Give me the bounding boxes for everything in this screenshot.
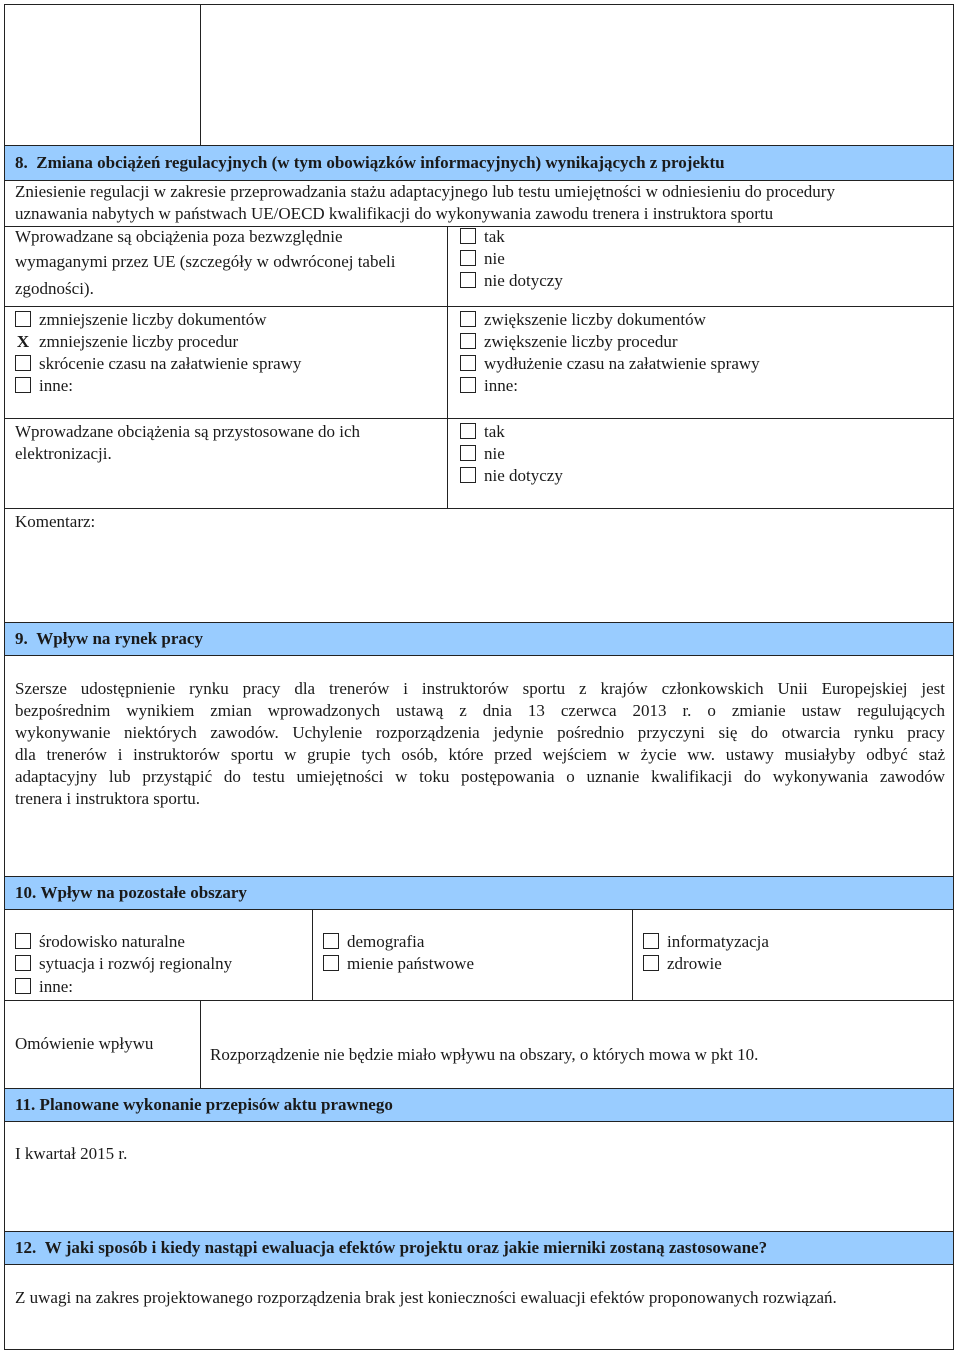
checkbox[interactable] <box>323 955 339 971</box>
elec-question-line-1: Wprowadzane obciążenia są przystosowane do ich <box>15 422 361 441</box>
section-11-text: I kwartał 2015 r. <box>15 1144 128 1163</box>
increase-option-procedures[interactable]: zwiększenie liczby procedur <box>460 331 678 353</box>
checkbox[interactable] <box>15 311 31 327</box>
checkbox[interactable] <box>460 377 476 393</box>
area-option-other[interactable]: inne: <box>15 976 73 998</box>
reduce-option-documents[interactable]: zmniejszenie liczby dokumentów <box>15 309 267 331</box>
area-option-state-property[interactable]: mienie państwowe <box>323 953 474 975</box>
increase-option-time[interactable]: wydłużenie czasu na załatwienie sprawy <box>460 353 760 375</box>
reduce-option-procedures[interactable]: X zmniejszenie liczby procedur <box>16 332 239 351</box>
divider <box>5 418 953 419</box>
checkbox[interactable] <box>460 445 476 461</box>
elec-option-nie-dotyczy[interactable]: nie dotyczy <box>460 465 563 487</box>
section-10-column-divider <box>312 910 313 1000</box>
reduce-option-other[interactable]: inne: <box>15 375 73 397</box>
section-12-text: Z uwagi na zakres projektowanego rozporządzenia brak jest konieczności ewaluacji efektów proponowanych rozwiązań. <box>15 1288 837 1307</box>
section-11-title: 11. Planowane wykonanie przepisów aktu prawnego <box>15 1095 393 1114</box>
area-option-health[interactable]: zdrowie <box>643 953 722 975</box>
checkbox[interactable] <box>15 955 31 971</box>
area-option-environment[interactable]: środowisko naturalne <box>15 931 185 953</box>
elec-option-nie[interactable]: nie <box>460 443 505 465</box>
section-9-line: Szersze udostępnienie rynku pracy dla trenerów i instruktorów sportu z krajów członkowskich Unii Europejskiej jest <box>15 679 945 698</box>
section-8-column-divider <box>447 226 448 508</box>
section-11-header <box>5 1088 953 1122</box>
divider <box>5 508 953 509</box>
checkbox[interactable] <box>460 333 476 349</box>
section-8-intro-line-2: uznawania nabytych w państwach UE/OECD kwalifikacji do wykonywania zawodu trenera i instruktora sportu <box>15 204 774 223</box>
top-cell-divider <box>200 5 201 145</box>
section-9-line: trenera i instruktora sportu. <box>15 789 201 808</box>
checkbox[interactable] <box>460 467 476 483</box>
checkbox[interactable] <box>643 933 659 949</box>
ue-option-nie[interactable]: nie <box>460 248 505 270</box>
section-9-line: bezpośrednim wynikiem zmian wprowadzonych ustawą z dnia 13 czerwca 2013 r. o zmianie ustaw regulujących <box>15 701 945 720</box>
section-10-column-divider <box>632 910 633 1000</box>
section-8-title: 8. Zmiana obciążeń regulacyjnych (w tym obowiązków informacyjnych) wynikających z projektu <box>15 153 725 172</box>
ue-question-line-2: wymaganymi przez UE (szczegóły w odwróconej tabeli <box>15 252 396 271</box>
area-option-demography[interactable]: demografia <box>323 931 424 953</box>
area-option-informatization[interactable]: informatyzacja <box>643 931 769 953</box>
checkbox[interactable] <box>643 955 659 971</box>
checkbox[interactable] <box>323 933 339 949</box>
checkbox[interactable] <box>460 250 476 266</box>
section-10-header <box>5 876 953 910</box>
section-10-title: 10. Wpływ na pozostałe obszary <box>15 883 247 902</box>
section-8-header <box>5 145 953 181</box>
divider <box>5 306 953 307</box>
reduce-option-time[interactable]: skrócenie czasu na załatwienie sprawy <box>15 353 301 375</box>
ue-question-line-3: zgodności). <box>15 279 94 298</box>
checkbox[interactable] <box>460 355 476 371</box>
section-9-text <box>15 678 945 810</box>
increase-option-other[interactable]: inne: <box>460 375 518 397</box>
section-8-intro-line-1: Zniesienie regulacji w zakresie przeprowadzania stażu adaptacyjnego lub testu umiejętności w odniesieniu do procedury <box>15 182 835 201</box>
checkbox[interactable] <box>15 355 31 371</box>
divider <box>5 1000 953 1001</box>
checkbox[interactable] <box>460 311 476 327</box>
section-12-header <box>5 1231 953 1265</box>
section-9-title: 9. Wpływ na rynek pracy <box>15 629 203 648</box>
section-9-line: wykonywanie niektórych zawodów. Uchylenie rozporządzenia jedynie pośrednio przyczyni się do otwarcia rynku pracy <box>15 723 945 742</box>
comment-label: Komentarz: <box>15 512 96 531</box>
section-9-line: dla trenerów i instruktorów sportu w grupie tych osób, które przed wejściem w życie ww. ustawy musiałyby odbyć staż <box>15 745 945 764</box>
section-9-line: adaptacyjny lub przystąpić do testu umiejętności w toku postępowania o uznanie kwalifikacji do wykonywania zawodów <box>15 767 945 786</box>
increase-option-documents[interactable]: zwiększenie liczby dokumentów <box>460 309 706 331</box>
section-9-header <box>5 622 953 656</box>
ue-option-tak[interactable]: tak <box>460 226 505 248</box>
ue-option-nie-dotyczy[interactable]: nie dotyczy <box>460 270 563 292</box>
impact-column-divider <box>200 1000 201 1088</box>
elec-question-line-2: elektronizacji. <box>15 444 112 463</box>
section-12-title: 12. W jaki sposób i kiedy nastąpi ewaluacja efektów projektu oraz jakie mierniki zostaną zastosowane? <box>15 1238 768 1257</box>
checkbox[interactable] <box>460 228 476 244</box>
elec-option-tak[interactable]: tak <box>460 421 505 443</box>
area-option-regional[interactable]: sytuacja i rozwój regionalny <box>15 953 232 975</box>
checkbox[interactable] <box>15 933 31 949</box>
impact-text: Rozporządzenie nie będzie miało wpływu na obszary, o których mowa w pkt 10. <box>210 1045 759 1064</box>
checkbox[interactable] <box>460 423 476 439</box>
checkbox[interactable] <box>460 272 476 288</box>
impact-label: Omówienie wpływu <box>15 1034 154 1053</box>
document-page <box>4 4 954 1350</box>
checkbox[interactable] <box>15 978 31 994</box>
checkbox-checked[interactable]: X <box>16 332 30 351</box>
checkbox[interactable] <box>15 377 31 393</box>
ue-question-line-1: Wprowadzane są obciążenia poza bezwzględnie <box>15 227 343 246</box>
